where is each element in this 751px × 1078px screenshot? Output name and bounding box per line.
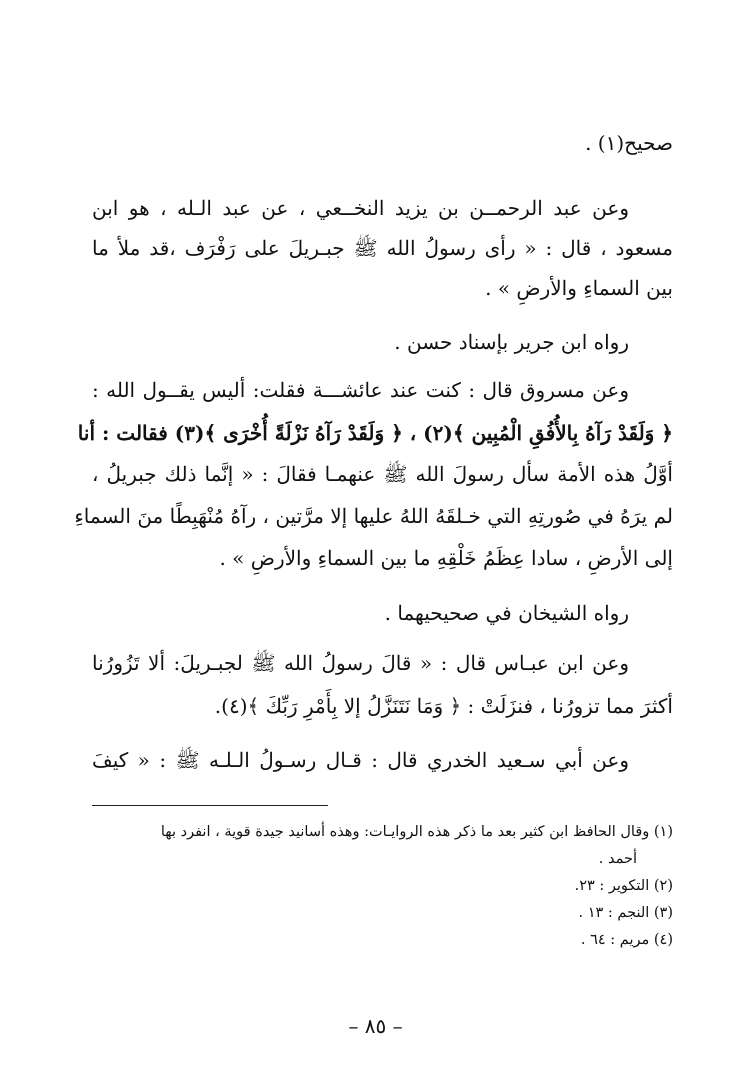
text-line-11: رواه الشيخان في صحيحيهما . (384, 601, 629, 625)
text-line-6: وعن مسروق قال : كنت عند عائشـــة فقلت: أليس يقــول الله : (92, 378, 629, 402)
text-line-4: بين السماءِ والأرضِ » . (485, 276, 673, 300)
text-line-3: مسعود ، قال : « رأى رسولُ الله ﷺ جبـريلَ على رَفْرَف ،قد ملأ ما (92, 236, 673, 260)
page-number: – ٨٥ – (348, 1014, 403, 1038)
footnote-divider (92, 805, 328, 806)
footnote-2: (٢) التكوير : ٢٣. (574, 878, 673, 894)
text-line-8: أوَّلُ هذه الأمة سأل رسولَ الله ﷺ عنهمـا فقالَ : « إنَّما ذلك جبريلُ ، (92, 462, 673, 486)
text-line-1: صحيح(١) . (585, 131, 673, 155)
text-line-7: ﴿ وَلَقَدْ رَآهُ بِالأُفُقِ الْمُبِين ﴾(٢) ، ﴿ وَلَقَدْ رَآهُ نَزْلَةً أُخْرَى ﴾(٣) فقالت : أنا (77, 421, 673, 445)
book-page (74, 0, 673, 1078)
text-line-10: إلى الأرضِ ، سادا عِظَمُ خَلْقِهِ ما بين السماءِ والأرضِ » . (219, 546, 673, 570)
text-line-12: وعن ابن عبـاس قال : « قالَ رسولُ الله ﷺ لجبـريلَ: ألا تَزُورُنا (92, 651, 629, 675)
text-line-13: أكثرَ مما تزورُنا ، فنزَلَتْ : ﴿ وَمَا نَتَنَزَّلُ إلا بِأَمْرِ رَبِّكَ ﴾(٤). (214, 694, 673, 718)
footnote-4: (٤) مريم : ٦٤ . (580, 932, 673, 948)
footnote-1: (١) وقال الحافظ ابن كثير بعد ما ذكر هذه الروايـات: وهذه أسانيد جيدة قوية ، انفرد بها (160, 824, 673, 840)
footnote-1-continued: أحمد . (598, 851, 637, 867)
footnote-3: (٣) النجم : ١٣ . (578, 905, 673, 921)
text-line-14: وعن أبي سـعيد الخدري قال : قـال رسـولُ الـلـه ﷺ : « كيفَ (92, 748, 629, 772)
text-line-2: وعن عبد الرحمــن بن يزيد النخــعي ، عن عبد الـله ، هو ابن (92, 196, 629, 220)
text-line-9: لم يرَهُ في صُورتِهِ التي خـلقَهُ اللهُ عليها إلا مرَّتين ، رآهُ مُنْهَبِطًا منَ السماءِ (74, 504, 673, 528)
text-line-5: رواه ابن جرير بإسناد حسن . (394, 330, 629, 354)
